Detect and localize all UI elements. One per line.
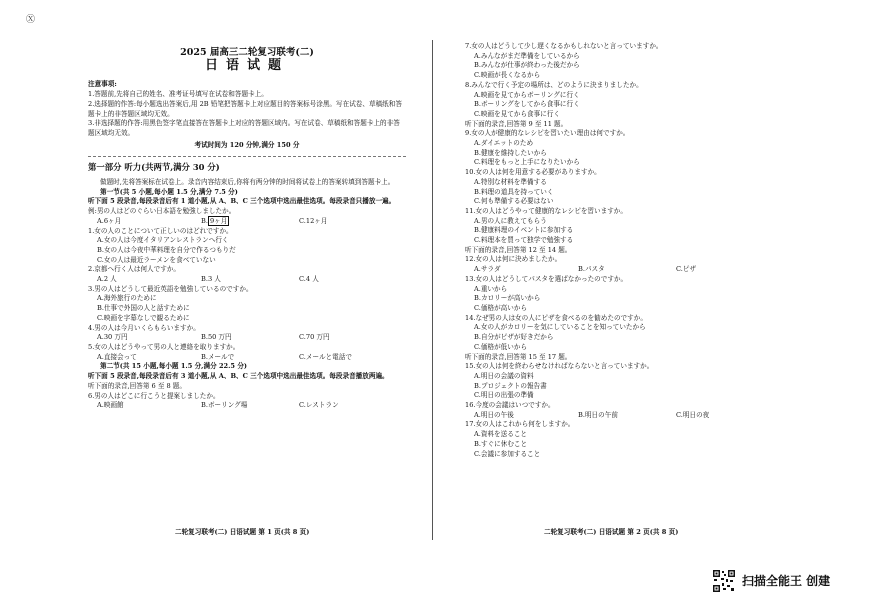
question-8: 8.みんなで行く予定の場所は、どのように決まりましたか。 [465,80,643,89]
example-options [88,217,406,227]
part-head: 第一部分 听力(共两节,满分 30 分) [88,162,220,173]
option-c: C.明日の夜 [676,410,710,419]
option-b: B.メールで [201,352,235,361]
option-b: B.ボーリング場 [201,401,248,410]
option-c: C.メールと電話で [299,352,352,361]
option-c: C.明日の出張の準備 [474,391,534,400]
question-12-options [465,265,765,275]
option-b: B.みんなが仕事が終わった後だから [474,61,580,70]
question-5: 5.女の人はどうやって男の人と連絡を取りますか。 [88,342,240,351]
option-a: A.サラダ [474,265,501,274]
option-b: B.すぐに休むこと [474,439,528,448]
option-a: A.海外旅行のために [97,294,157,303]
question-11: 11.女の人はどうやって健康的なレシピを習いますか。 [465,206,627,215]
option-c: C.会議に参加すること [474,449,541,458]
option-b: B.女の人は今夜中華料理を自分で作るつもりだ [97,245,236,254]
option-b: B.プロジェクトの報告書 [474,381,547,390]
question-15: 15.女の人は何を終わらせなければならないと言っていますか。 [465,362,654,371]
option-b: B.健康を維持したいから [474,148,547,157]
question-4-options [88,333,406,343]
intro-text: 做题时,先将答案标在试卷上。录音内容结束后,你将有两分钟的时间将试卷上的答案转填到答题卡上。 [100,178,395,187]
option-a: A.映画館 [97,401,124,410]
right-page [465,42,765,459]
listen-instruction: 听下面的录音,回答第 15 至 17 题。 [465,352,572,361]
column-divider [432,40,433,540]
option-c: C.料理をもっと上手になりたいから [474,158,580,167]
time-line: 考试时间为 120 分钟,满分 150 分 [194,140,300,149]
option-a: A.映画を見てからボーリングに行く [474,90,580,99]
exam-subtitle: 日语试题 [204,57,289,73]
option-a: A.女の人は今度イタリアンレストランへ行く [97,236,229,245]
section-2-instructions: 听下面 5 段录音,每段录音后有 3 道小题,从 A、B、C 三个选项中选出最佳选项。每段录音播放两遍。 [88,372,389,381]
exam-title: 2025 届高三二轮复习联考(二) [180,47,314,58]
notice-head: 注意事项: [88,80,117,89]
option-a: A.30 万円 [97,333,128,342]
question-3: 3.男の人はどうして最近英語を勉強しているのですか。 [88,284,253,293]
question-14: 14.なぜ男の人は女の人にピザを食べるのを勧めたのですか。 [465,313,647,322]
option-b: B.仕事で外国の人と話すために [97,304,190,313]
option-c: C.12ヶ月 [299,216,328,225]
question-2-options [88,275,406,285]
option-c: C.70 万円 [299,333,330,342]
option-a: A.資料を送ること [474,430,528,439]
option-b: B.健康料理のイベントに参加する [474,226,574,235]
option-a: A.直接会って [97,352,137,361]
question-6-options [88,401,406,411]
option-a: A.明日の会議の資料 [474,371,534,380]
option-c: C.映画を字幕なしで観るために [97,313,190,322]
option-b: B.料理の道具を持っていく [474,187,554,196]
option-b: B.明日の午前 [578,410,618,419]
option-b: B.パスタ [578,265,605,274]
option-a: A.女の人がカロリーを気にしていることを知っていたから [474,323,646,332]
corner-mark: Ⓧ [26,15,36,25]
option-a: A.6ヶ月 [97,216,122,225]
question-12: 12.女の人は何に決めましたか。 [465,255,562,264]
option-c: C.料理本を買って独学で勉強する [474,236,574,245]
option-b: B.ボーリングをしてから食事に行く [474,100,580,109]
question-4: 4.男の人は今月いくらもらいますか。 [88,323,200,332]
notice-item: 3.非选择题的作答:用黑色签字笔直接答在答题卡上对应的答题区域内。写在试卷、草稿纸和答题卡上的非答题区域均无效。 [88,119,400,137]
option-a: A.2 人 [97,275,117,284]
option-c: C.映画が長くなるから [474,71,541,80]
question-6: 6.男の人はどこに行こうと提案しましたか。 [88,391,220,400]
section-1-head: 第一节(共 5 小题,每小题 1.5 分,满分 7.5 分) [100,187,238,196]
option-c: C.ピザ [676,265,697,274]
question-17: 17.女の人はこれから何をしますか。 [465,420,575,429]
option-a: A.男の人に教えてもらう [474,216,547,225]
page-footer-2: 二轮复习联考(二) 日语试题 第 2 页(共 8 页) [544,528,679,536]
listen-instruction: 听下面的录音,回答第 9 至 11 题。 [465,119,568,128]
question-1: 1.女の人のことについて正しいのはどれですか。 [88,226,233,235]
question-10: 10.女の人は何を用意する必要がありますか。 [465,168,601,177]
notice-item: 1.答题前,先将自己的姓名、准考证号填写在试卷和答题卡上。 [88,90,268,99]
option-c: C.レストラン [299,401,339,410]
scanner-watermark: 扫描全能王 创建 [742,574,831,588]
option-c: C.映画を見てから食事に行く [474,109,561,118]
option-b: B.50 万円 [201,333,232,342]
question-7: 7.女の人はどうして少し遅くなるかもしれないと言っていますか。 [465,42,663,50]
option-c: C.価格が低いから [474,342,528,351]
question-5-options [88,353,406,363]
question-13: 13.女の人はどうしてパスタを選ばなかったのですか。 [465,274,628,283]
answer-box: 9ヶ月 [209,216,228,225]
option-c: C.価格が高いから [474,303,528,312]
left-page [88,44,406,411]
option-a: A.重いから [474,284,508,293]
example-question: 例:男の人はどのぐらい日本語を勉強しましたか。 [88,207,236,216]
option-a: A.特別な材料を準備する [474,177,547,186]
option-b-label: B. [201,216,208,225]
option-a: A.ダイエットのため [474,139,534,148]
question-2: 2.京都へ行く人は何人ですか。 [88,265,181,274]
listen-instruction: 听下面的录音,回答第 12 至 14 题。 [465,245,572,254]
page-footer-1: 二轮复习联考(二) 日语试题 第 1 页(共 8 页) [175,528,310,536]
option-c: C.4 人 [299,275,319,284]
section-divider [88,156,406,157]
option-c: C.何も準備する必要はない [474,197,554,206]
option-c: C.女の人は最近ラーメンを食べていない [97,255,216,264]
question-16: 16.今度の会議はいつですか。 [465,401,555,410]
question-9: 9.女の人が健康的なレシピを習いたい理由は何ですか。 [465,129,630,138]
notice-item: 2.选择题的作答:每小题选出答案后,用 2B 铅笔把答题卡上对应题目的答案标号涂黑。写在试卷、草稿纸和答题卡上的非答题区域均无效。 [88,99,402,118]
question-16-options [465,411,765,421]
section-2-head: 第二节(共 15 小题,每小题 1.5 分,满分 22.5 分) [100,362,248,371]
qr-code-icon [712,569,736,593]
option-a: A.明日の午後 [474,410,514,419]
option-b: B.カロリーが高いから [474,294,541,303]
option-b [201,217,299,227]
option-b: B.3 人 [201,275,221,284]
option-b: B.自分がピザが好きだから [474,333,554,342]
option-a: A.みんながまだ準備をしているから [474,51,580,60]
section-1-instructions: 听下面 5 段录音,每段录音后有 1 道小题,从 A、B、C 三个选项中选出最佳选项。每段录音只播放一遍。 [88,197,396,206]
listen-instruction: 听下面的录音,回答第 6 至 8 题。 [88,381,186,390]
